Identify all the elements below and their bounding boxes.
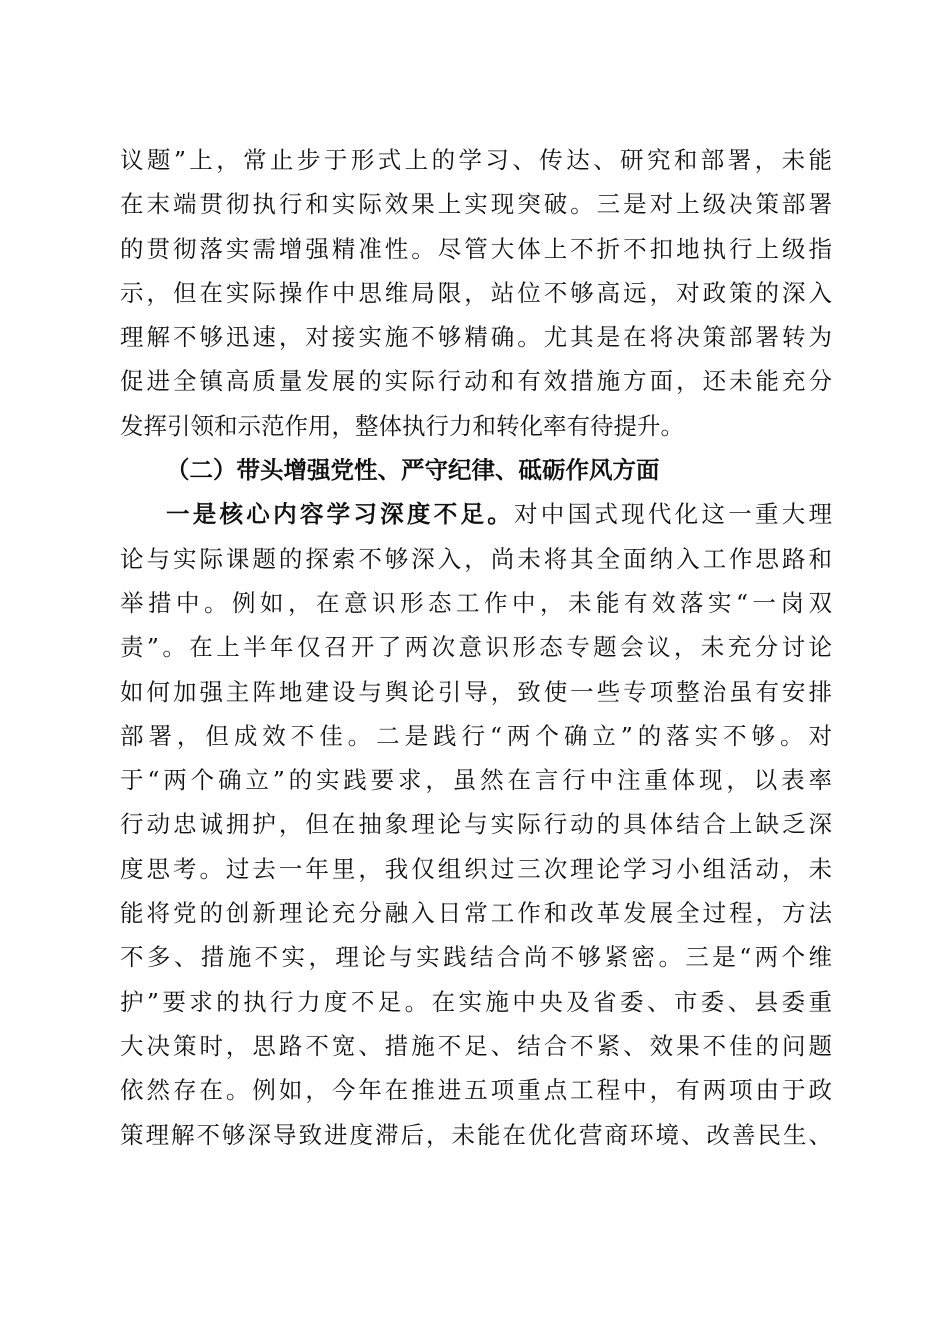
body-text-line: 依然存在。例如，今年在推进五项重点工程中，有两项由于政 [120, 1076, 832, 1105]
body-text-line: 大决策时，思路不宽、措施不足、结合不紧、效果不佳的问题 [120, 1031, 832, 1060]
paragraph-lead-rest: 对中国式现代化这一重大理 [514, 500, 832, 529]
body-text-line: 度思考。过去一年里，我仅组织过三次理论学习小组活动，未 [120, 854, 832, 883]
body-text-line: 策理解不够深导致进度滞后，未能在优化营商环境、改善民生、 [120, 1120, 832, 1149]
section-heading: （二）带头增强党性、严守纪律、砥砺作风方面 [166, 456, 660, 485]
body-text-line: 促进全镇高质量发展的实际行动和有效措施方面，还未能充分 [120, 367, 832, 396]
body-text-line: 如何加强主阵地建设与舆论引导，致使一些专项整治虽有安排 [120, 677, 832, 706]
body-text-line: 护”要求的执行力度不足。在实施中央及省委、市委、县委重 [120, 987, 832, 1016]
paragraph-lead-line [120, 492, 832, 536]
body-text-line: 的贯彻落实需增强精准性。尽管大体上不折不扣地执行上级指 [120, 234, 832, 263]
body-text-line: 能将党的创新理论充分融入日常工作和改革发展全过程，方法 [120, 899, 832, 928]
body-text-line: 行动忠诚拥护，但在抽象理论与实际行动的具体结合上缺乏深 [120, 810, 832, 839]
body-text-line: 举措中。例如，在意识形态工作中，未能有效落实“一岗双 [120, 588, 832, 617]
document-page [120, 138, 832, 1157]
body-text-line: 示，但在实际操作中思维局限，站位不够高远，对政策的深入 [120, 278, 832, 307]
body-text-line: 部署，但成效不佳。二是践行“两个确立”的落实不够。对 [120, 721, 832, 750]
paragraph-lead-bold: 一是核心内容学习深度不足。 [166, 500, 515, 529]
body-text-line: 议题”上，常止步于形式上的学习、传达、研究和部署，未能 [120, 146, 832, 174]
body-text-line: 责”。在上半年仅召开了两次意识形态专题会议，未充分讨论 [120, 633, 832, 662]
body-text-line: 于“两个确立”的实践要求，虽然在言行中注重体现，以表率 [120, 766, 832, 795]
body-text-line: 在末端贯彻执行和实际效果上实现突破。三是对上级决策部署 [120, 190, 832, 219]
body-text-line: 发挥引领和示范作用，整体执行力和转化率有待提升。 [120, 411, 684, 440]
body-text-line: 理解不够迅速，对接实施不够精确。尤其是在将决策部署转为 [120, 323, 832, 352]
body-text-line: 论与实际课题的探索不够深入，尚未将其全面纳入工作思路和 [120, 544, 832, 573]
body-text-line: 不多、措施不实，理论与实践结合尚不够紧密。三是“两个维 [120, 943, 832, 972]
